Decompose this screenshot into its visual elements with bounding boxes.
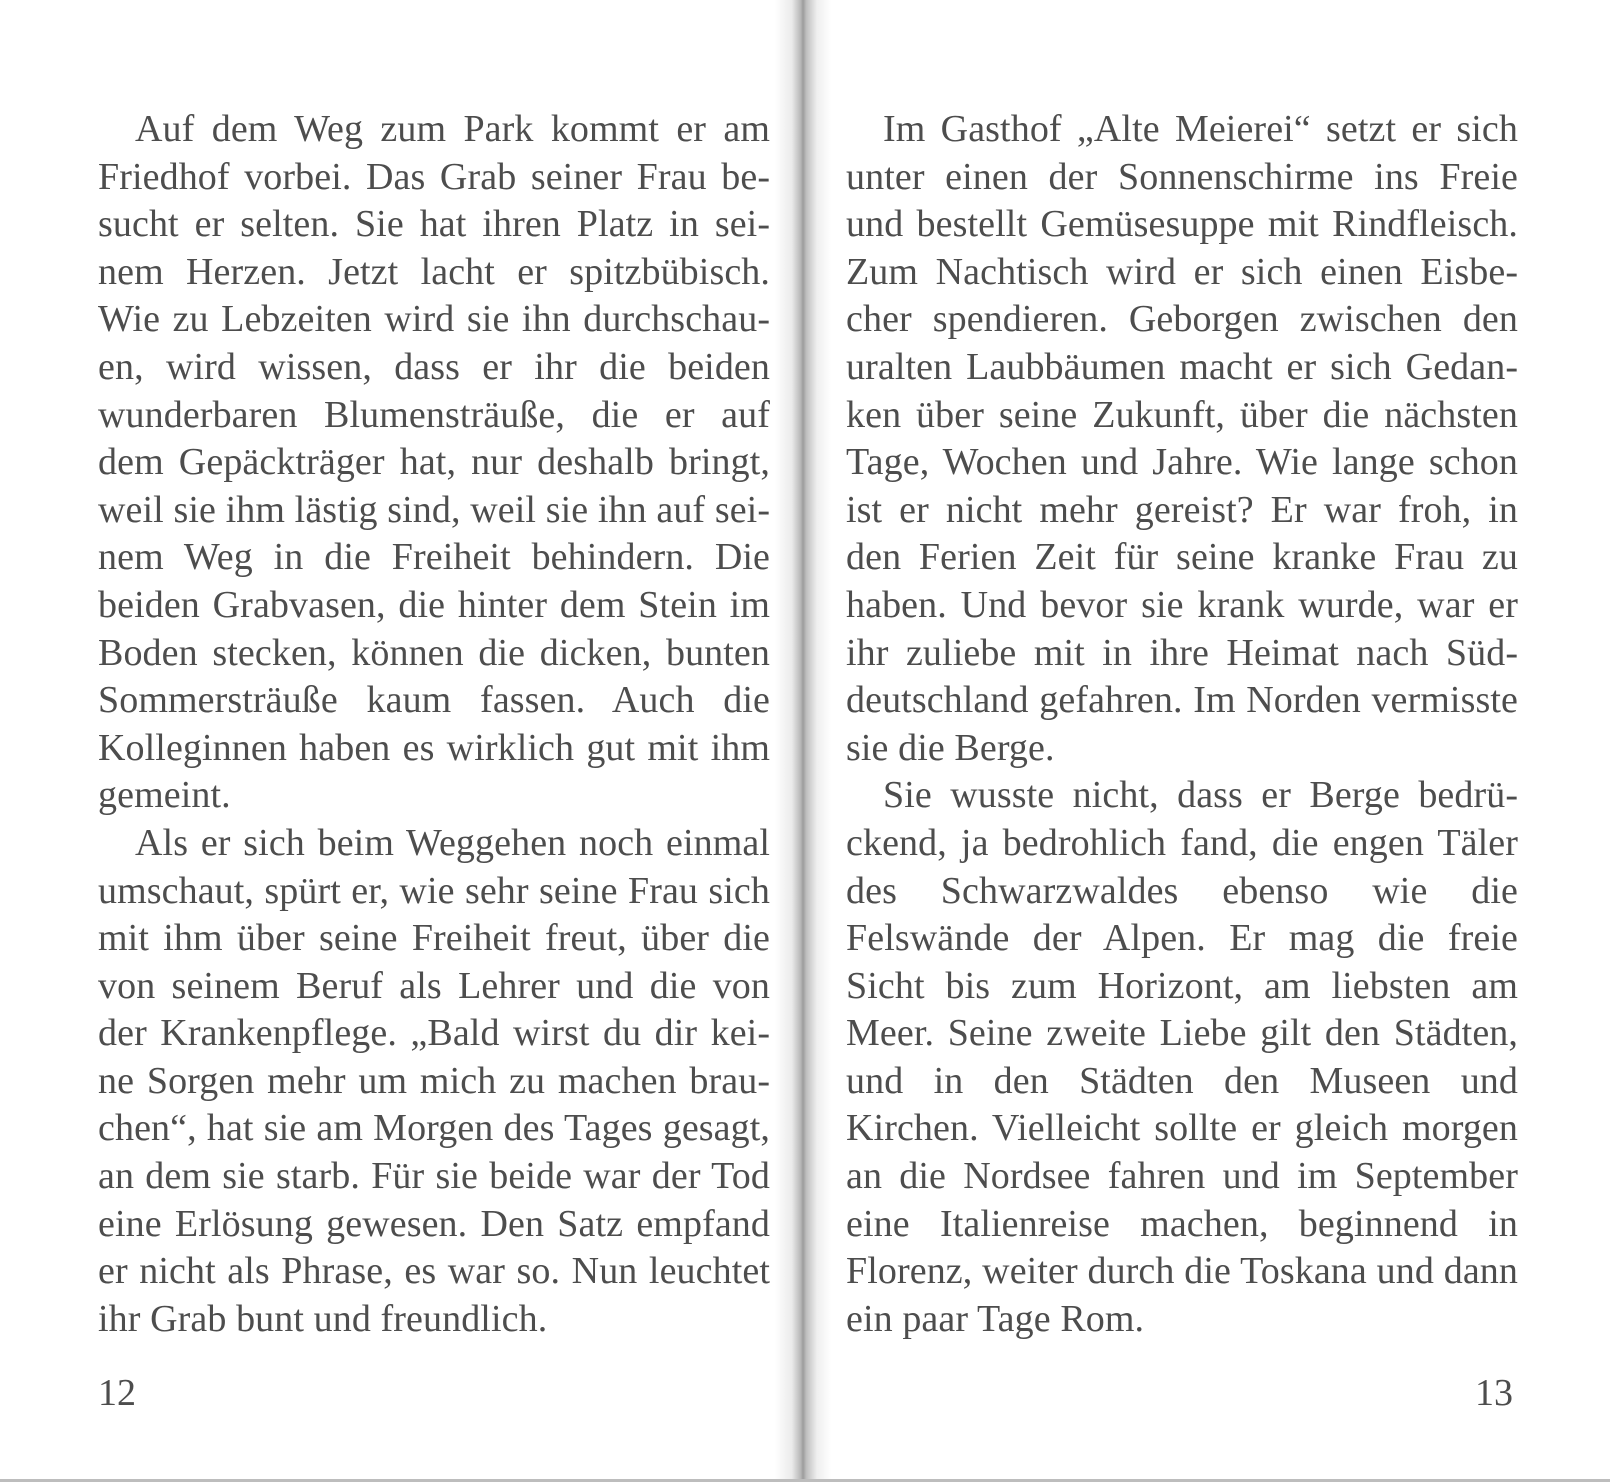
paragraph: Auf dem Weg zum Park kommt er am Friedhof vorbei. Das Grab seiner Frau besucht er selten. Sie hat ihren Platz in seinem Herzen. Jetzt lacht er spitzbübisch. Wie zu Lebzeiten wird sie ihn durchschauen, wird wissen, dass er ihr die beiden wunderbaren Blumensträuße, die er auf dem Gepäckträger hat, nur deshalb bringt, weil sie ihm lästig sind, weil sie ihn auf seinem Weg in die Freiheit behindern. Die beiden Grabvasen, die hinter dem Stein im Boden stecken, können die dicken, bunten Sommersträuße kaum fassen. Auch die Kolleginnen haben es wirklich gut mit ihm gemeint. [98,108,770,817]
paragraph: Als er sich beim Weggehen noch einmal umschaut, spürt er, wie sehr seine Frau sich mit ihm über seine Freiheit freut, über die von seinem Beruf als Lehrer und die von der Krankenpflege. „Bald wirst du dir keine Sorgen mehr um mich zu machen brauchen“, hat sie am Morgen des Tages gesagt, an dem sie starb. Für sie beide war der Tod eine Erlösung gewesen. Den Satz empfand er nicht als Phrase, es war so. Nun leuchtet ihr Grab bunt und freundlich. [98,821,770,1340]
left-page-text [98,106,770,1343]
paragraph: Im Gasthof „Alte Meierei“ setzt er sich unter einen der Sonnenschirme ins Freie und bestellt Gemüsesuppe mit Rindfleisch. Zum Nachtisch wird er sich einen Eisbecher spendieren. Geborgen zwischen den uralten Laubbäumen macht er sich Gedanken über seine Zukunft, über die nächsten Tage, Wochen und Jahre. Wie lange schon ist er nicht mehr gereist? Er war froh, in den Ferien Zeit für seine kranke Frau zu haben. Und bevor sie krank wurde, war er ihr zuliebe mit in ihre Heimat nach Süddeutschland gefahren. Im Norden vermisste sie die Berge. [846,108,1518,769]
page-number-left: 12 [98,1372,136,1414]
page-number-right: 13 [1475,1372,1513,1414]
paragraph: Sie wusste nicht, dass er Berge bedrückend, ja bedrohlich fand, die engen Täler des Schwarzwaldes ebenso wie die Felswände der Alpen. Er mag die freie Sicht bis zum Horizont, am liebsten am Meer. Seine zweite Liebe gilt den Städten, und in den Städten den Museen und Kirchen. Vielleicht sollte er gleich morgen an die Nordsee fahren und im September eine Italienreise machen, beginnend in Florenz, weiter durch die Toskana und dann ein paar Tage Rom. [846,774,1518,1340]
book-gutter [775,0,831,1482]
right-page[interactable] [805,0,1610,1482]
right-page-text [846,106,1518,1343]
